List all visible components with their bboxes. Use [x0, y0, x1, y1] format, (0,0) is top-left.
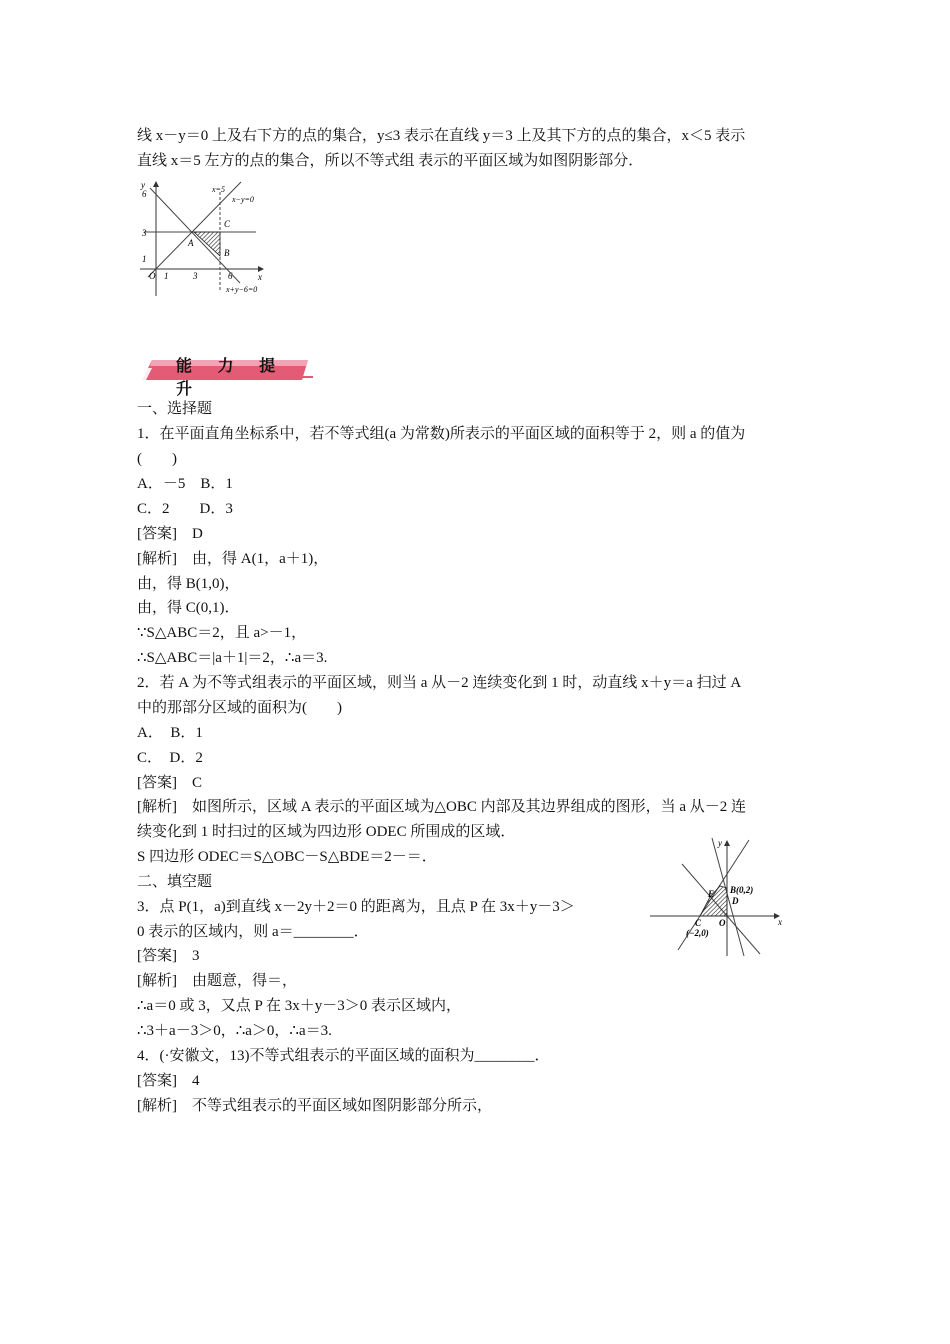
point-c-coordinate: (−2,0) [686, 928, 709, 938]
x-tick-6: 6 [228, 271, 233, 281]
section-banner [138, 350, 313, 398]
text-line: [解析] 由题意，得＝， [137, 973, 297, 989]
text-line: 一、选择题 [137, 401, 213, 417]
text-line: 2．若 A 为不等式组表示的平面区域，则当 a 从－2 连续变化到 1 时，动直线 x＋y＝a 扫过 A [137, 675, 742, 691]
x-axis-label: x [778, 917, 782, 927]
text-line: ∴3＋a－3＞0，∴a＞0，∴a＝3. [137, 1023, 332, 1039]
x-tick-1: 1 [164, 271, 169, 281]
figure-2-region-graph [648, 830, 788, 960]
intro-line-2: 直线 x＝5 左方的点的集合，所以不等式组 表示的平面区域为如图阴影部分． [137, 153, 644, 169]
text-line: 0 表示的区域内，则 a＝________． [137, 924, 369, 940]
origin-label: O [719, 918, 726, 928]
label-x5: x=5 [212, 185, 225, 194]
label-x-plus-y-6: x+y−6=0 [226, 285, 258, 294]
text-line: 续变化到 1 时扫过的区域为四边形 ODEC 所围成的区域． [137, 824, 516, 840]
text-line: [解析] 由，得 A(1，a＋1)， [137, 551, 329, 567]
y-axis-label: y [141, 180, 145, 190]
text-line: ( ) [137, 451, 177, 467]
y-axis-label: y [718, 838, 722, 848]
text-line: [解析] 如图所示，区域 A 表示的平面区域为△OBC 内部及其边界组成的图形，当 a 从－2 连 [137, 799, 747, 815]
point-label-e: E [708, 889, 715, 899]
text-line: 1．在平面直角坐标系中，若不等式组(a 为常数)所表示的平面区域的面积等于 2，则 a 的值为 [137, 426, 746, 442]
text-line: A．－5 B．1 [137, 476, 233, 492]
text-line: S 四边形 ODEC＝S△OBC－S△BDE＝2－＝． [137, 849, 437, 865]
label-x-minus-y: x−y=0 [232, 195, 254, 204]
text-line: C．2 D．3 [137, 501, 233, 517]
point-label-d: D [732, 896, 739, 906]
text-line: 4．(·安徽文，13)不等式组表示的平面区域的面积为________． [137, 1048, 550, 1064]
shaded-region [194, 232, 220, 256]
banner-title: 能 力 提 升 [176, 356, 286, 398]
text-line: [答案] 4 [137, 1073, 200, 1089]
text-line: [解析] 不等式组表示的平面区域如图阴影部分所示， [137, 1098, 492, 1114]
text-line: ∴S△ABC＝|a＋1|＝2，∴a＝3. [137, 650, 328, 666]
text-line: 由，得 C(0,1)． [137, 600, 240, 616]
line-x-minus-y [148, 182, 241, 277]
point-label-c: C [224, 219, 231, 229]
point-label-b: B [224, 248, 230, 258]
figure-1-region-graph [138, 180, 278, 298]
text-line: ∴a＝0 或 3，又点 P 在 3x＋y－3＞0 表示区域内， [137, 998, 461, 1014]
text-line: [答案] D [137, 526, 203, 542]
text-line: ∵S△ABC＝2，且 a>－1， [137, 625, 307, 641]
intro-line-1: 线 x－y＝0 上及右下方的点的集合，y≤3 表示在直线 y＝3 上及其下方的点的集合，x＜5 表示 [137, 128, 746, 144]
text-line: [答案] C [137, 775, 202, 791]
text-line: [答案] 3 [137, 948, 200, 964]
x-axis-label: x [258, 272, 262, 282]
y-axis-arrow [724, 840, 730, 846]
point-label-c: C [695, 918, 702, 928]
point-label-a: A [188, 238, 194, 248]
text-line: A． B．1 [137, 725, 203, 741]
x-tick-3: 3 [193, 271, 198, 281]
y-tick-1: 1 [142, 254, 147, 264]
y-tick-6: 6 [142, 189, 147, 199]
text-line: 由，得 B(1,0)， [137, 576, 240, 592]
point-label-b: B(0,2) [730, 885, 754, 895]
text-line: 二、填空题 [137, 874, 213, 890]
text-line: 3．点 P(1，a)到直线 x－2y＋2＝0 的距离为，且点 P 在 3x＋y－3＞ [137, 899, 575, 915]
text-line: C． D．2 [137, 750, 203, 766]
y-axis-arrow [153, 181, 159, 187]
text-line: 中的那部分区域的面积为( ) [137, 700, 342, 716]
origin-label: O [149, 271, 156, 281]
y-tick-3: 3 [142, 228, 147, 238]
